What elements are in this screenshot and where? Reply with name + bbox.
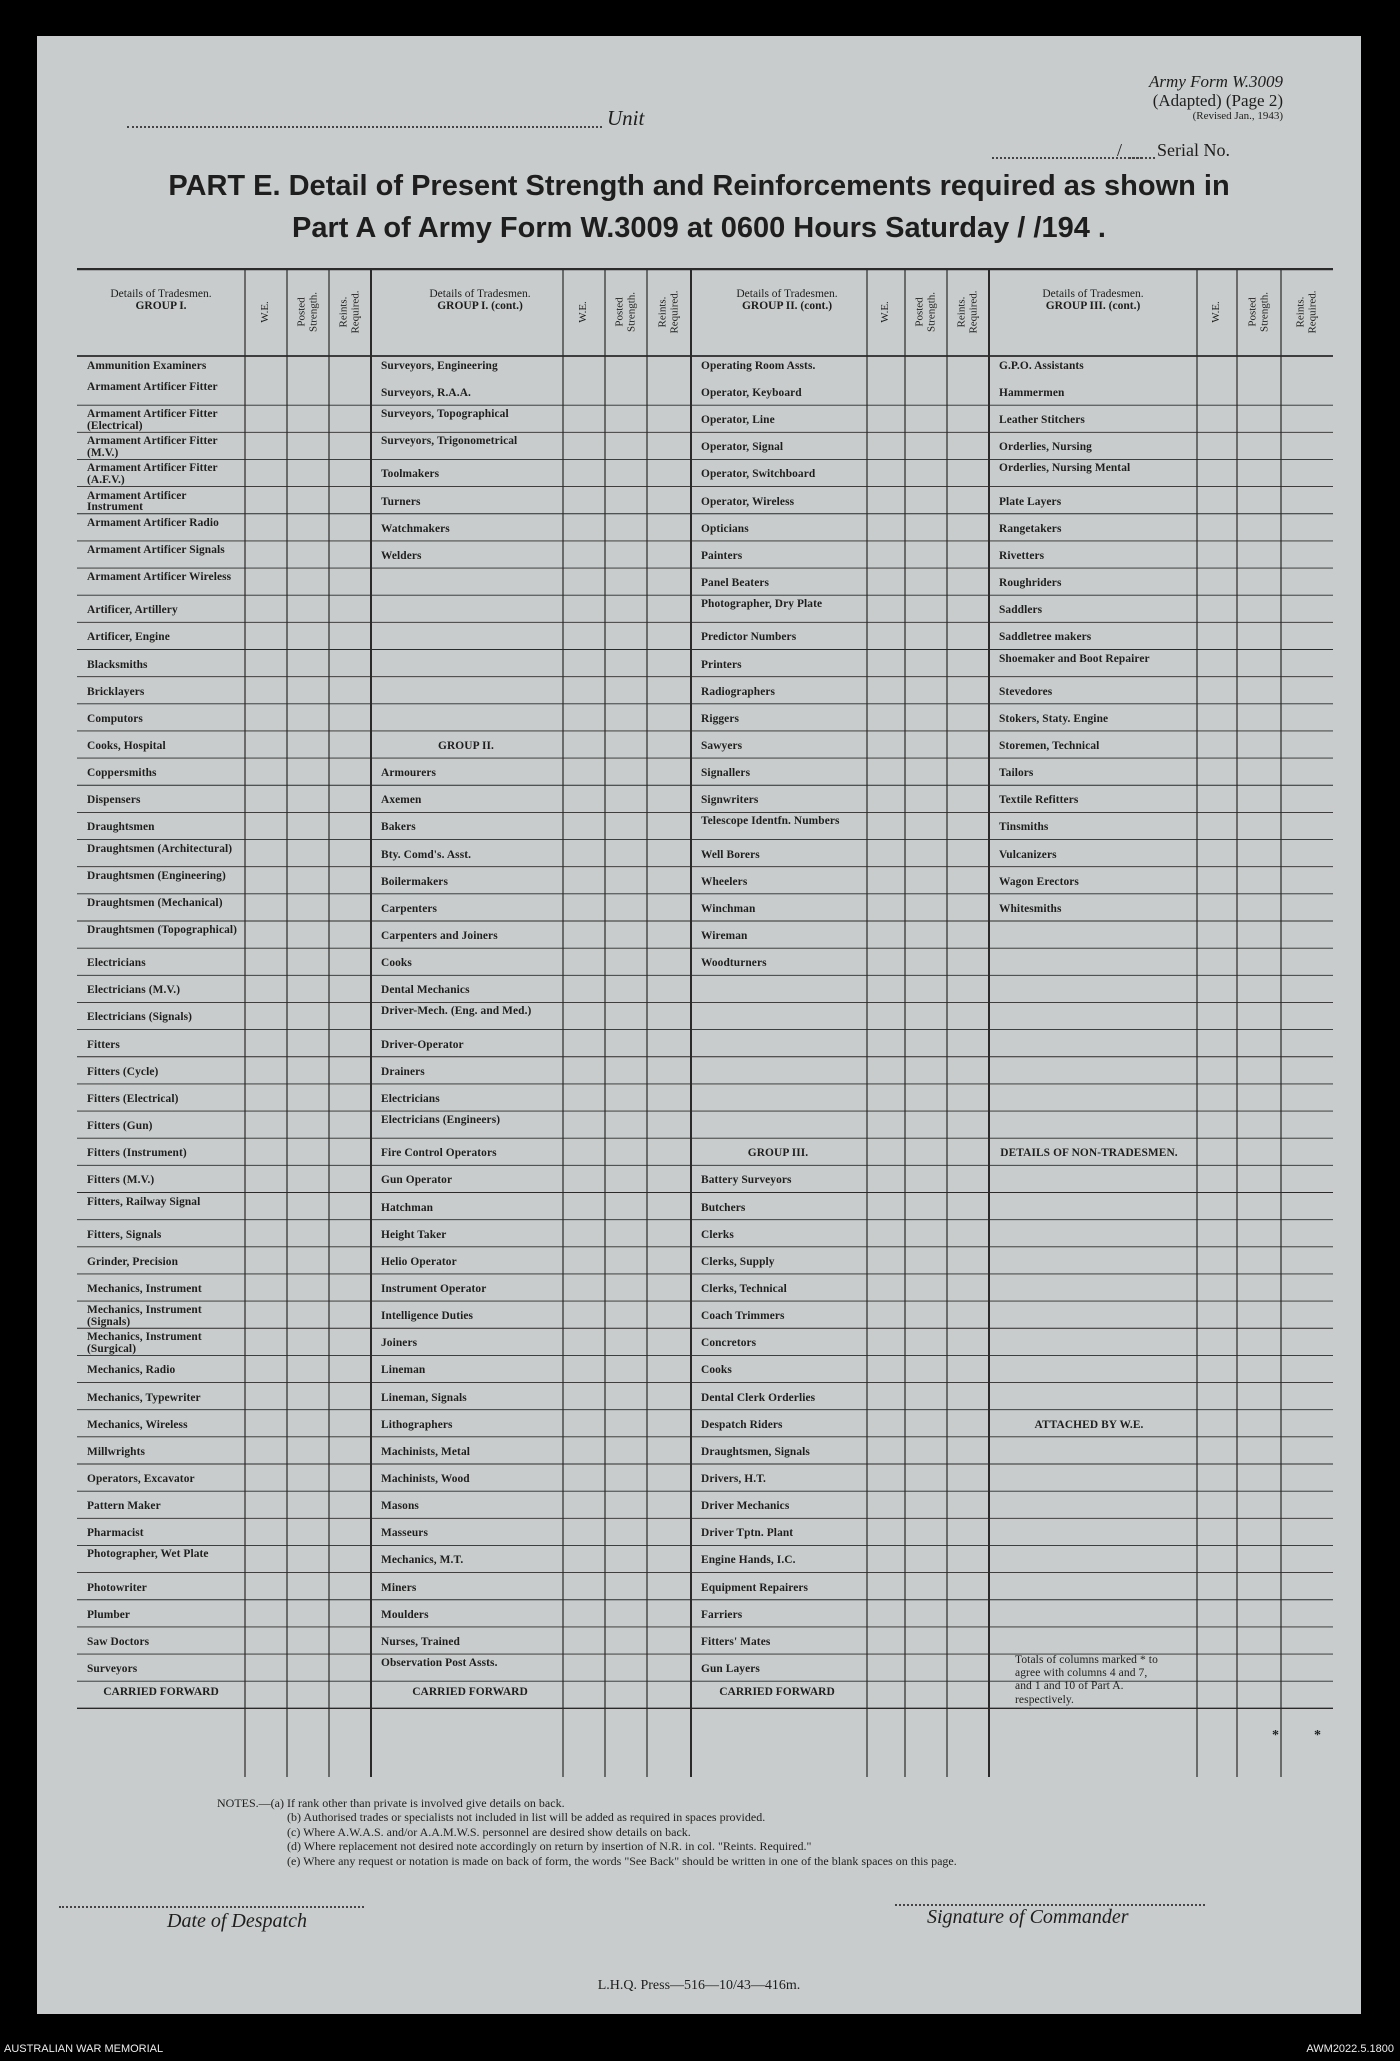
page-title-line1: PART E. Detail of Present Strength and Reinforcements required as shown in: [168, 170, 1230, 202]
trade-label: Hatchman: [381, 1201, 434, 1214]
trade-label: Grinder, Precision: [87, 1255, 179, 1268]
note-a: NOTES.—(a) If rank other than private is involved give details on back.: [217, 1796, 565, 1810]
trade-label: Driver Tptn. Plant: [701, 1527, 794, 1540]
trade-label: Wheelers: [701, 875, 748, 888]
group2-details-label: Details of Tradesmen.: [429, 288, 531, 300]
trade-label: Nurses, Trained: [381, 1635, 460, 1648]
trade-label: Fitters (M.V.): [87, 1174, 155, 1187]
trade-label: Coppersmiths: [87, 767, 157, 780]
trade-label: Photowriter: [87, 1581, 147, 1594]
trade-label: Operators, Excavator: [87, 1473, 195, 1485]
trade-label: Panel Beaters: [701, 577, 770, 590]
signature-label: Signature of Commander: [927, 1906, 1129, 1928]
trade-label: Instrument Operator: [381, 1282, 487, 1295]
trade-label: Battery Surveyors: [701, 1174, 792, 1187]
trade-label: Miners: [381, 1581, 417, 1594]
trade-label: Mechanics, Instrument (Signals): [87, 1304, 202, 1328]
trade-label: Armament Artificer Instrument: [87, 489, 187, 514]
unit-label: Unit: [607, 106, 645, 130]
trade-label: Armourers: [381, 767, 437, 780]
trade-label: Plate Layers: [999, 495, 1062, 508]
trade-label: Armament Artificer Fitter (A.F.V.): [87, 462, 218, 487]
trade-label: Electricians: [87, 957, 146, 970]
trade-label: Orderlies, Nursing: [999, 441, 1092, 454]
trade-label: Rangetakers: [999, 522, 1062, 535]
unit-field-line[interactable]: [127, 126, 602, 128]
trade-label: Vulcanizers: [999, 848, 1057, 861]
trade-label: Mechanics, Typewriter: [87, 1391, 201, 1404]
trade-label: Draughtsmen (Topographical): [87, 924, 238, 936]
header-we-g4: W.E.: [1210, 301, 1223, 323]
trade-label: Operating Room Assts.: [701, 359, 816, 372]
trade-label: Operator, Line: [701, 414, 775, 427]
carried-forward-1: CARRIED FORWARD: [103, 1686, 219, 1698]
trade-label: Armament Artificer Fitter: [87, 381, 218, 393]
trade-label: Lithographers: [381, 1418, 453, 1431]
trade-label: Welders: [381, 549, 422, 562]
asterisk-posted: *: [1272, 1728, 1279, 1743]
header-reints-g2: Reints. Required.: [656, 290, 680, 334]
trade-label: Painters: [701, 549, 743, 562]
trade-label: Operator, Keyboard: [701, 387, 802, 399]
trade-label: Carpenters: [381, 902, 438, 915]
trade-label: Wireman: [701, 930, 748, 942]
form-sheet: [37, 36, 1361, 2014]
trade-label: Clerks, Supply: [701, 1255, 775, 1268]
trade-label: Storemen, Technical: [999, 739, 1100, 752]
trade-label: Operator, Signal: [701, 441, 784, 454]
trade-label: Armament Artificer Wireless: [87, 571, 232, 584]
trade-label: Fitters, Signals: [87, 1228, 162, 1241]
header-posted-g4: Posted Strength.: [1246, 291, 1270, 333]
trade-label: Electricians (Engineers): [381, 1114, 501, 1127]
note-d: (d) Where replacement not desired note accordingly on return by insertion of N.R. in col. "Reints. Required.": [287, 1839, 812, 1854]
note-b: (b) Authorised trades or specialists not included in list will be added as required in spaces provided.: [287, 1810, 766, 1825]
trade-label: Orderlies, Nursing Mental: [999, 462, 1131, 475]
trade-label: Mechanics, Radio: [87, 1364, 176, 1377]
header-we-g3: W.E.: [879, 301, 892, 323]
trade-label: Cooks: [701, 1364, 732, 1377]
group1-details-label: Details of Tradesmen.: [110, 288, 212, 300]
trade-label: Stokers, Staty. Engine: [999, 712, 1109, 725]
trade-label: Fitters (Electrical): [87, 1092, 179, 1105]
trade-label: Predictor Numbers: [701, 631, 797, 644]
serial-separator: /: [1117, 140, 1123, 160]
trade-label: Saddlers: [999, 604, 1043, 617]
trade-label: Equipment Repairers: [701, 1581, 809, 1594]
trade-label: Woodturners: [701, 957, 767, 970]
note-c: (c) Where A.W.A.S. and/or A.A.M.W.S. personnel are desired show details on back.: [287, 1824, 691, 1839]
trade-label: Computors: [87, 712, 143, 725]
trade-label: Riggers: [701, 712, 740, 725]
group2-title: GROUP I. (cont.): [437, 300, 523, 313]
group1-header: [77, 288, 245, 313]
despatch-label: Date of Despatch: [167, 1910, 307, 1932]
trade-label: Dispensers: [87, 794, 141, 807]
totals-note: Totals of columns marked * to agree with columns 4 and 7, and 1 and 10 of Part A. respectively.: [1015, 1654, 1158, 1706]
header-posted-g3: Posted Strength.: [913, 291, 937, 333]
trade-label: Carpenters and Joiners: [381, 930, 498, 942]
trade-label: Winchman: [701, 902, 756, 915]
trade-label: Height Taker: [381, 1228, 447, 1241]
trade-label: Mechanics, Wireless: [87, 1418, 188, 1431]
trade-label: Pattern Maker: [87, 1500, 161, 1513]
trade-label: Surveyors, Topographical: [381, 408, 509, 421]
trade-label: Draughtsmen (Mechanical): [87, 896, 223, 909]
trade-label: Driver-Mech. (Eng. and Med.): [381, 1005, 532, 1018]
trade-label: Whitesmiths: [999, 902, 1062, 915]
trade-label: Photographer, Dry Plate: [701, 598, 823, 611]
trade-label: Gun Operator: [381, 1174, 453, 1187]
trade-label: Bakers: [381, 821, 416, 834]
trade-label: Watchmakers: [381, 522, 450, 535]
trade-label: Tinsmiths: [999, 821, 1049, 834]
trade-label: Fitters (Instrument): [87, 1147, 187, 1160]
trade-label: Lineman, Signals: [381, 1391, 467, 1404]
trade-label: Pharmacist: [87, 1527, 144, 1540]
trade-label: Surveyors, Engineering: [381, 359, 498, 372]
form-number: Army Form W.3009: [1149, 72, 1283, 91]
group4-details-label: Details of Tradesmen.: [1042, 288, 1144, 300]
footer-left: AUSTRALIAN WAR MEMORIAL: [4, 2043, 164, 2055]
trade-label: Mechanics, M.T.: [381, 1554, 464, 1567]
trade-label: Cooks, Hospital: [87, 739, 166, 752]
trade-label: Dental Clerk Orderlies: [701, 1391, 816, 1404]
trade-label: Mechanics, Instrument (Surgical): [87, 1331, 202, 1355]
trade-label: Surveyors: [87, 1663, 138, 1676]
trade-label: Saddletree makers: [999, 631, 1092, 644]
section-heading: ATTACHED BY W.E.: [1034, 1418, 1144, 1431]
trade-label: Operator, Switchboard: [701, 468, 816, 481]
trade-label: Electricians (M.V.): [87, 984, 181, 997]
group1-title: GROUP I.: [135, 300, 187, 313]
carried-forward-2: CARRIED FORWARD: [412, 1686, 528, 1698]
trade-label: Boilermakers: [381, 875, 448, 888]
trade-label: Saw Doctors: [87, 1635, 150, 1648]
group3-title: GROUP II. (cont.): [741, 300, 833, 313]
trade-label: Sawyers: [701, 739, 743, 752]
despatch-date-line[interactable]: [59, 1906, 364, 1908]
header-posted-g1: Posted Strength.: [295, 291, 319, 333]
trade-label: Concretors: [701, 1337, 757, 1350]
trade-label: Driver-Operator: [381, 1038, 464, 1051]
notes-section: [217, 1796, 957, 1868]
trade-label: Masseurs: [381, 1527, 428, 1540]
trade-label: Fitters, Railway Signal: [87, 1195, 201, 1208]
trade-label: Operator, Wireless: [701, 495, 795, 508]
trade-label: Surveyors, R.A.A.: [381, 387, 471, 399]
trade-label: G.P.O. Assistants: [999, 359, 1084, 372]
form-reference: [1057, 72, 1283, 122]
trade-label: Printers: [701, 658, 742, 671]
trade-label: Photographer, Wet Plate: [87, 1548, 209, 1561]
trade-label: Fitters (Cycle): [87, 1065, 159, 1078]
trade-label: Signwriters: [701, 794, 759, 807]
serial-label: Serial No.: [1157, 140, 1230, 160]
trade-label: Drivers, H.T.: [701, 1473, 766, 1485]
header-posted-g2: Posted Strength.: [613, 291, 637, 333]
note-e: (e) Where any request or notation is made on back of form, the words "See Back" should be written in one of the blank spaces on this page.: [287, 1853, 957, 1868]
trade-label: Electricians: [381, 1092, 440, 1105]
trade-label: Armament Artificer Signals: [87, 543, 225, 556]
trade-label: Signallers: [701, 767, 751, 780]
trade-label: Despatch Riders: [701, 1418, 783, 1431]
trade-label: Millwrights: [87, 1445, 146, 1458]
trade-label: Clerks: [701, 1228, 734, 1241]
trade-label: Masons: [381, 1500, 419, 1513]
trade-label: Turners: [381, 495, 421, 508]
trade-label: Leather Stitchers: [999, 414, 1085, 427]
trade-label: Joiners: [381, 1337, 418, 1350]
table-grid: [77, 268, 1333, 1777]
trade-label: Intelligence Duties: [381, 1310, 474, 1323]
carried-forward-3: CARRIED FORWARD: [719, 1686, 835, 1698]
trade-label: Butchers: [701, 1201, 746, 1214]
trade-label: Plumber: [87, 1608, 131, 1621]
group4-header: [1012, 288, 1174, 313]
trade-label: Fire Control Operators: [381, 1147, 497, 1160]
trade-label: Machinists, Metal: [381, 1445, 471, 1458]
header-reints-g4: Reints. Required.: [1294, 290, 1318, 334]
header-we-g2: W.E.: [577, 301, 590, 323]
trade-label: Fitters: [87, 1038, 120, 1051]
asterisk-reints: *: [1314, 1728, 1321, 1743]
trade-label: Draughtsmen (Architectural): [87, 842, 233, 855]
trade-label: Toolmakers: [381, 468, 440, 481]
trade-label: Dental Mechanics: [381, 984, 470, 997]
press-imprint: L.H.Q. Press—516—10/43—416m.: [597, 1978, 801, 1993]
trade-label: Bricklayers: [87, 685, 145, 698]
trade-label: Armament Artificer Fitter (Electrical): [87, 408, 218, 432]
trade-label: Well Borers: [701, 848, 760, 861]
trade-label: Draughtsmen: [87, 821, 155, 834]
trade-label: Ammunition Examiners: [87, 359, 207, 372]
header-we-g1: W.E.: [259, 301, 272, 323]
trade-label: Stevedores: [999, 685, 1053, 698]
trade-label: Clerks, Technical: [701, 1282, 787, 1295]
trade-label: Coach Trimmers: [701, 1310, 785, 1323]
trade-label: Helio Operator: [381, 1255, 457, 1268]
trade-label: Textile Refitters: [999, 794, 1079, 807]
section-heading: GROUP III.: [747, 1147, 809, 1160]
trade-label: Rivetters: [999, 549, 1045, 562]
trade-label: Cooks: [381, 957, 412, 970]
group4-title: GROUP III. (cont.): [1045, 300, 1141, 313]
trade-label: Hammermen: [999, 387, 1065, 399]
trade-label: Telescope Identfn. Numbers: [701, 815, 840, 828]
trade-label: Drainers: [381, 1065, 425, 1078]
trade-label: Fitters (Gun): [87, 1120, 153, 1133]
form-revised: (Revised Jan., 1943): [1192, 110, 1283, 123]
trade-label: Opticians: [701, 522, 749, 535]
form-adapted: (Adapted) (Page 2): [1152, 91, 1283, 111]
trade-label: Armament Artificer Radio: [87, 516, 219, 529]
trade-label: Gun Layers: [701, 1663, 760, 1676]
trade-label: Artificer, Artillery: [87, 604, 178, 617]
section-heading: GROUP II.: [438, 739, 494, 752]
trade-label: Shoemaker and Boot Repairer: [999, 652, 1150, 665]
trade-label: Surveyors, Trigonometrical: [381, 435, 518, 448]
trade-label: Axemen: [381, 794, 422, 807]
serial-field-line-2[interactable]: [1129, 157, 1155, 159]
trade-label: Draughtsmen, Signals: [701, 1445, 810, 1458]
group3-details-label: Details of Tradesmen.: [736, 288, 838, 300]
tradesmen-table: [77, 268, 1333, 1777]
group3-header: [707, 288, 867, 313]
trade-label: Mechanics, Instrument: [87, 1282, 202, 1295]
trade-label: Electricians (Signals): [87, 1011, 193, 1024]
trade-label: Engine Hands, I.C.: [701, 1554, 796, 1567]
trade-label: Moulders: [381, 1608, 429, 1621]
trade-label: Machinists, Wood: [381, 1473, 470, 1485]
header-reints-g1: Reints. Required.: [337, 290, 361, 334]
trade-label: Farriers: [701, 1608, 743, 1621]
trade-label: Roughriders: [999, 577, 1062, 590]
footer-right: AWM2022.5.1800: [1306, 2043, 1394, 2055]
section-heading: DETAILS OF NON-TRADESMEN.: [1000, 1147, 1178, 1160]
trade-label: Wagon Erectors: [999, 875, 1079, 888]
trade-label: Tailors: [999, 767, 1034, 780]
trade-label: Bty. Comd's. Asst.: [381, 848, 472, 861]
page-title-line2: Part A of Army Form W.3009 at 0600 Hours Saturday / /194 .: [292, 212, 1106, 244]
trade-label: Lineman: [381, 1364, 426, 1377]
group2-header: [397, 288, 563, 313]
trade-label: Blacksmiths: [87, 658, 148, 671]
header-reints-g3: Reints. Required.: [955, 290, 979, 334]
trade-label: Armament Artificer Fitter (M.V.): [87, 435, 218, 459]
trade-label: Observation Post Assts.: [381, 1657, 498, 1670]
trade-label: Draughtsmen (Engineering): [87, 869, 226, 882]
trade-label: Fitters' Mates: [701, 1635, 771, 1648]
trade-label: Radiographers: [701, 685, 776, 698]
trade-label: Driver Mechanics: [701, 1500, 790, 1513]
trade-label: Artificer, Engine: [87, 631, 170, 644]
